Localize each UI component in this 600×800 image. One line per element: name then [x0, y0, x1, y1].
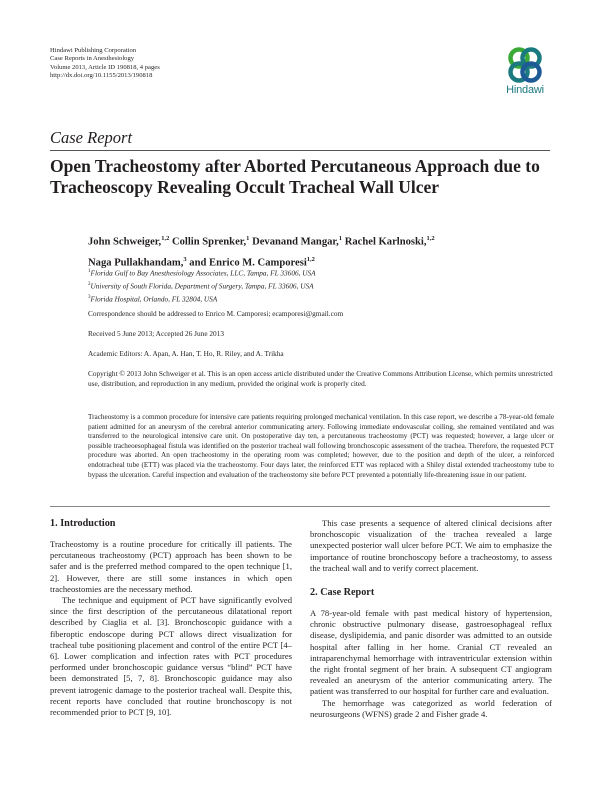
author-affiliation-marker: 3: [183, 255, 187, 263]
paragraph: A 78-year-old female with past medical history of hypertension, chronic obstructive pulmonary disease, gastroesophageal reflux disease, dyslipidemia, and panic disorder was admitted to an outside hospital after falling in her home. Cranial CT revealed an intraparenchymal hemorrhage with intraventricular extension within the right frontal segment of her brain. A subsequent CT angiogram revealed an aneurysm of the anterior communicating artery. The patient was transferred to our hospital for further care and evaluation.: [310, 608, 552, 697]
affiliation-text: Florida Hospital, Orlando, FL 32804, USA: [90, 294, 218, 304]
academic-editors: Academic Editors: A. Apan, A. Han, T. Ho, R. Riley, and A. Trikha: [88, 349, 284, 358]
affiliation-text: Florida Gulf to Bay Anesthesiology Associates, LLC, Tampa, FL 33606, USA: [90, 268, 316, 278]
author-name: and Enrico M. Camporesi: [189, 257, 307, 269]
author-affiliation-marker: 1: [338, 235, 343, 242]
correspondence: Correspondence should be addressed to Enrico M. Camporesi; ecamporesi@gmail.com: [88, 309, 344, 318]
paragraph: Tracheostomy is a routine procedure for critically ill patients. The percutaneous tracheostomy (PCT) approach has been shown to be safer and is the preferred method compared to the open technique [1, 2]. However, there are still some instances in which open tracheostomies are the necessary method.: [50, 539, 292, 594]
affiliation-marker: 3: [88, 295, 91, 301]
author-name: Devanand Mangar,: [252, 236, 339, 248]
paragraph: This case presents a sequence of altered clinical decisions after bronchoscopic visualization of the trachea revealed a large unexpected posterior wall ulcer before PCT. We aim to emphasize the importance of routine bronchoscopy before a tracheostomy, to assess the tracheal wall and to verify correct placement.: [310, 518, 552, 573]
volume-info: Volume 2013, Article ID 190818, 4 pages: [50, 63, 160, 71]
author-affiliation-marker: 1,2: [161, 235, 170, 242]
affiliation-marker: 2: [88, 282, 91, 288]
divider: [50, 506, 550, 507]
author-name: Collin Sprenker,: [171, 236, 247, 248]
section-heading: 1. Introduction: [50, 518, 116, 529]
author-name: John Schweiger,: [88, 236, 162, 248]
paragraph: The technique and equipment of PCT have significantly evolved since the first description of the percutaneous dilatational report described by Ciaglia et al. [3]. Bronchoscopic guidance with a fiberoptic endoscope during PCT allows direct visualization for tracheal tube positioning placement and control of the entire PCT [4–6]. Lower complication and infection rates with PCT procedures performed under bronchoscopic guidance versus “blind” PCT have been demonstrated [5, 7, 8]. Bronchoscopic guidance may also prevent iatrogenic damage to the posterior tracheal wall. Despite this, recent reports have concluded that routine bronchoscopy is not recommended prior to PCT [9, 10].: [50, 595, 292, 718]
affiliation: [88, 279, 316, 292]
author-affiliation-marker: 1,2: [426, 235, 435, 242]
left-column: [50, 518, 292, 718]
doi-link[interactable]: http://dx.doi.org/10.1155/2013/190818: [50, 72, 153, 80]
journal-header: [50, 47, 160, 81]
journal-name: Case Reports in Anesthesiology: [50, 55, 135, 63]
article-type: Case Report: [50, 128, 133, 147]
affiliation: [88, 292, 316, 305]
received-dates: Received 5 June 2013; Accepted 26 June 2013: [88, 329, 224, 338]
author-affiliation-marker: 1,2: [306, 255, 315, 263]
author-name: Rachel Karlnoski,: [344, 236, 427, 248]
author-affiliation-marker: 1: [246, 235, 250, 242]
hindawi-logo-icon: [505, 45, 545, 85]
affiliation-marker: 1: [88, 269, 91, 274]
paragraph: The hemorrhage was categorized as world federation of neurosurgeons (WFNS) grade 2 and Fisher grade 4.: [310, 697, 552, 719]
logo-wordmark: Hindawi: [506, 84, 544, 96]
right-column: [310, 518, 552, 720]
affiliation: [88, 266, 316, 279]
section-heading: 2. Case Report: [310, 587, 375, 599]
divider: [50, 150, 550, 151]
paper-title: Open Tracheostomy after Aborted Percutaneous Approach due to Tracheoscopy Revealing Occult Tracheal Wall Ulcer: [50, 156, 540, 197]
hindawi-logo: [500, 45, 550, 100]
copyright-notice: Copyright © 2013 John Schweiger et al. This is an open access article distributed under the Creative Commons Attribution License, which permits unrestricted use, distribution, and reproduction in any medium, provided the original work is properly cited.: [88, 369, 553, 388]
publisher: Hindawi Publishing Corporation: [50, 47, 137, 54]
author-name: Naga Pullakhandam,: [88, 257, 184, 269]
abstract: Tracheostomy is a common procedure for intensive care patients requiring prolonged mechanical ventilation. In this case report, we describe a 78-year-old female patient admitted for an aneurysm of the cerebral anterior communicating artery. Following immediate endovascular coiling, she remained ventilated and was transferred to the neurological intensive care unit. On postoperative day ten, a percutaneous tracheostomy (PCT) was requested; however, a large ulcer or possible tracheoesophageal fistula was identified on the posterior tracheal wall following bronchoscopic assessment of the trachea. Therefore, the requested PCT procedure was aborted. An open tracheostomy in the operating room was completed; however, due to the position and depth of the ulcer, a reinforced endotracheal tube (ETT) was placed via the tracheostomy. Four days later, the reinforced ETT was replaced with a Shiley distal extended tracheostomy tube to bypass the ulceration. Careful inspection and evaluation of the tracheostomy site before PCT prevented a potentially life-threatening issue in our patient.: [88, 413, 555, 479]
affiliation-list: [88, 266, 316, 306]
affiliation-text: University of South Florida, Department of Surgery, Tampa, FL 33606, USA: [90, 281, 314, 291]
author-list: [88, 230, 538, 271]
